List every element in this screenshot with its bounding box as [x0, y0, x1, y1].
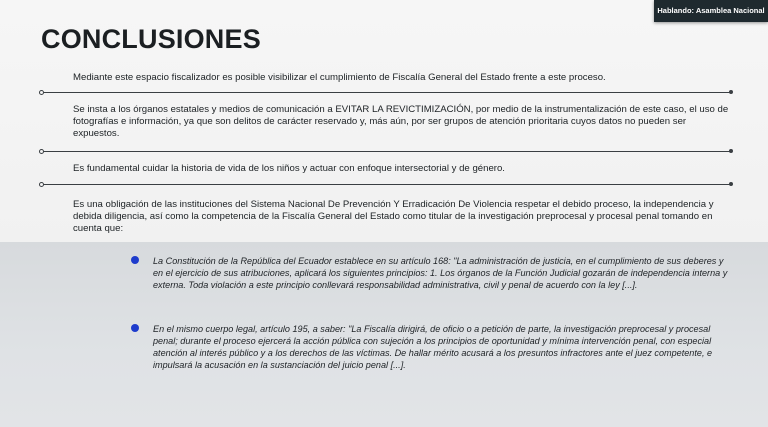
- bullet-dot-icon: [131, 324, 139, 332]
- conclusion-paragraph-2: Se insta a los órganos estatales y medios de comunicación a EVITAR LA REVICTIMIZACIÓN, por medio de la instrumentalización de este caso, el uso de fotografías e información, ya que son delitos de carácter reservado y, más aún, por ser grupos de atención prioritaria cuyos datos no pueden ser expuestos.: [73, 104, 729, 140]
- divider-line-3: [41, 184, 731, 185]
- legal-quote-article-168: La Constitución de la República del Ecuador establece en su artículo 168: "La administración de justicia, en el cumplimiento de sus deberes y en el ejercicio de sus atribuciones, aplicará los siguientes principios: 1. Los órganos de la Función Judicial gozarán de independencia interna y externa. Toda violación a este principio conllevará responsabilidad administrativa, civil y penal de acuerdo con la ley [...].: [153, 256, 728, 291]
- legal-quote-article-195: En el mismo cuerpo legal, artículo 195, a saber: "La Fiscalía dirigirá, de oficio o a petición de parte, la investigación preprocesal y procesal penal; durante el proceso ejercerá la acción pública con sujeción a los principios de oportunidad y mínima intervención penal, con especial atención al interés público y a los derechos de las víctimas. De hallar mérito acusará a los presuntos infractores ante el juez competente, e impulsará la acusación en la sustanciación del juicio penal [...].: [153, 324, 713, 371]
- speaker-badge: Hablando: Asamblea Nacional: [654, 0, 768, 22]
- bullet-dot-icon: [131, 256, 139, 264]
- divider-line-1: [41, 92, 731, 93]
- conclusion-paragraph-3: Es fundamental cuidar la historia de vida de los niños y actuar con enfoque intersectorial y de género.: [73, 163, 505, 174]
- conclusion-paragraph-1: Mediante este espacio fiscalizador es posible visibilizar el cumplimiento de Fiscalía General del Estado frente a este proceso.: [73, 72, 606, 83]
- slide-title: CONCLUSIONES: [41, 24, 261, 54]
- conclusion-paragraph-4: Es una obligación de las instituciones del Sistema Nacional De Prevención Y Erradicación De Violencia respetar el debido proceso, la independencia y debida diligencia, así como la competencia de la Fiscalía General del Estado como titular de la investigación preprocesal y procesal penal tomando en cuenta que:: [73, 199, 714, 235]
- divider-line-2: [41, 151, 731, 152]
